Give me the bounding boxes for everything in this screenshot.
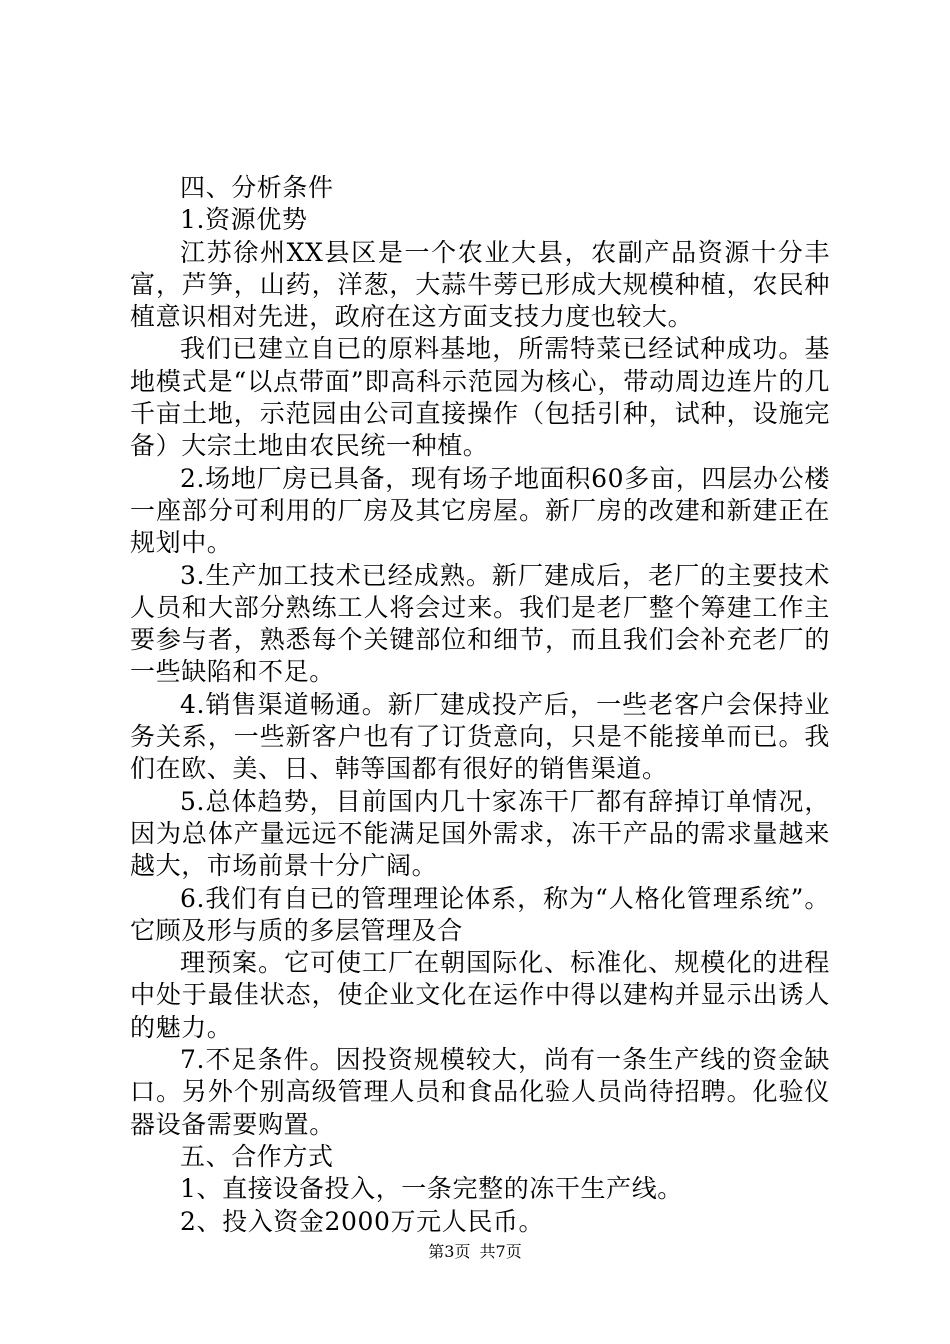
list-item: 1、直接设备投入，一条完整的冻干生产线。 [180,1174,683,1204]
paragraph: 5.总体趋势，目前国内几十家冻干厂都有辞掉订单情况，因为总体产量远远不能满足国外需求，冻干产品的需求量越来越大，市场前景十分广阔。 [130,786,830,881]
paragraph: 江苏徐州XX县区是一个农业大县，农副产品资源十分丰富，芦笋，山药，洋葱，大蒜牛蒡已形成大规模种植，农民种植意识相对先进，政府在这方面支技力度也较大。 [130,237,830,332]
page-number: 第3页 [428,1242,471,1261]
page-total: 共7页 [479,1242,522,1261]
paragraph: 理预案。它可使工厂在朝国际化、标准化、规模化的进程中处于最佳状态，使企业文化在运作中得以建构并显示出诱人的魅力。 [130,948,830,1042]
section-heading-analysis: 四、分析条件 [180,173,334,202]
list-item: 2、投入资金2000万元人民币。 [180,1206,545,1236]
document-body [130,172,830,1238]
section-heading-cooperation: 五、合作方式 [180,1141,334,1171]
paragraph: 3.生产加工技术已经成熟。新厂建成后，老厂的主要技术人员和大部分熟练工人将会过来。我们是老厂整个筹建工作主要参与者，熟悉每个关键部位和细节，而且我们会补充老厂的一些缺陷和不足。 [130,560,830,687]
paragraph: 2.场地厂房已具备，现有场子地面积60多亩，四层办公楼一座部分可利用的厂房及其它房屋。新厂房的改建和新建正在规划中。 [130,463,830,558]
paragraph: 7.不足条件。因投资规模较大，尚有一条生产线的资金缺口。另外个别高级管理人员和食品化验人员尚待招聘。化验仪器设备需要购置。 [130,1045,830,1139]
subheading-resource-advantage: 1.资源优势 [180,205,308,235]
paragraph: 6.我们有自已的管理理论体系，称为“人格化管理系统”。它顾及形与质的多层管理及合 [130,883,830,945]
paragraph: 4.销售渠道畅通。新厂建成投产后，一些老客户会保持业务关系，一些新客户也有了订货意向，只是不能接单而已。我们在欧、美、日、韩等国都有很好的销售渠道。 [130,689,830,784]
paragraph: 我们已建立自已的原料基地，所需特菜已经试种成功。基地模式是“以点带面”即高科示范园为核心，带动周边连片的几千亩土地，示范园由公司直接操作（包括引种，试种，设施完备）大宗土地由农民统一种植。 [130,334,830,461]
page-footer [0,1242,950,1262]
